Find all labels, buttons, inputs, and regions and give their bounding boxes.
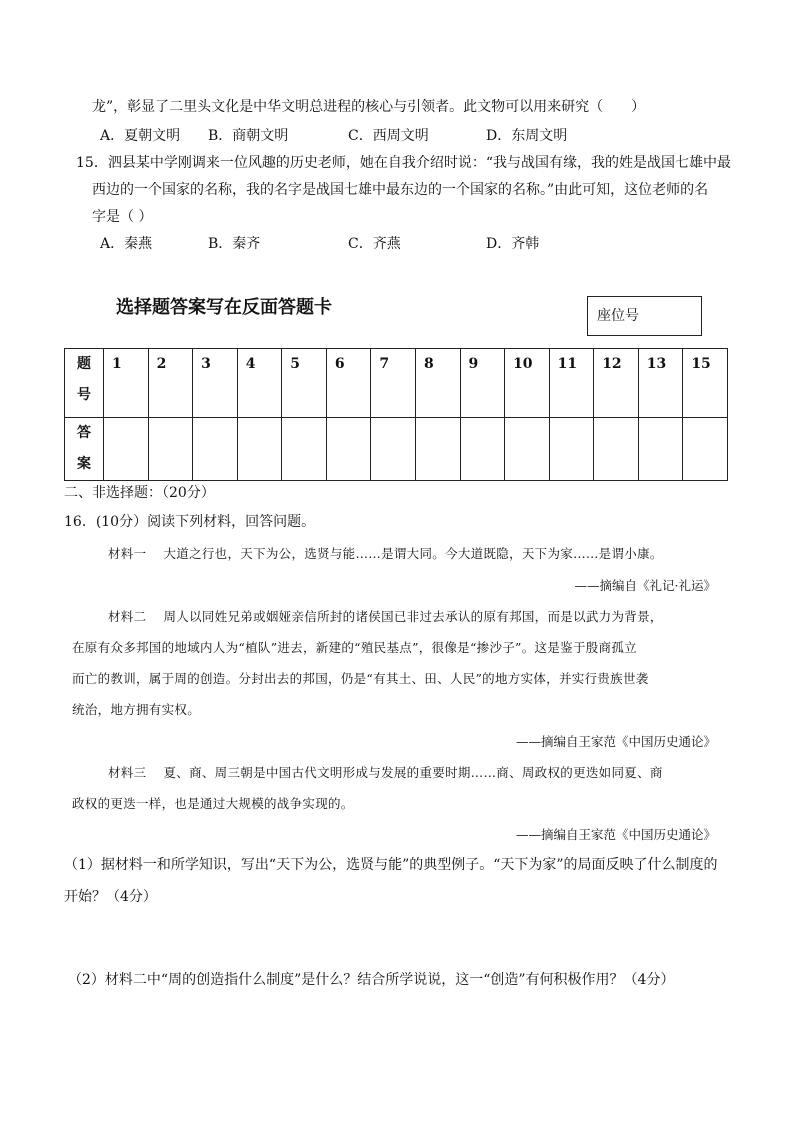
question-number-cell: 2 (148, 349, 193, 418)
question-number-cell: 8 (415, 349, 460, 418)
q15-option-a: A．秦燕 (100, 236, 153, 252)
material-two-line4: 统治，地方拥有实权。 (72, 702, 201, 717)
seat-number-label: 座位号 (597, 308, 639, 324)
q15-stem-line2: 西边的一个国家的名称，我的名字是战国七雄中最东边的一个国家的名称。”由此可知，这位老师的名 (92, 182, 709, 198)
material-two-source: ——摘编自王家范《中国历史通论》 (515, 734, 716, 749)
material-three-line2: 政权的更迭一样，也是通过大规模的战争实现的。 (72, 796, 354, 811)
q14-option-a: A．夏朝文明 (100, 128, 181, 144)
question-number-cell: 6 (326, 349, 371, 418)
question-number-cell: 7 (371, 349, 416, 418)
answer-cell[interactable] (594, 418, 639, 481)
row-header-question-number: 题 号 (65, 349, 104, 418)
seat-number-box[interactable] (587, 296, 702, 336)
material-two-line3: 而亡的教训，属于周的创造。分封出去的邦国，仍是“有其土、田、人民”的地方实体，并实行贵族世袭 (72, 671, 649, 686)
answer-cell[interactable] (549, 418, 594, 481)
answer-cell[interactable] (460, 418, 505, 481)
answer-row (65, 418, 728, 481)
material-two-line2: 在原有众多邦国的地域内人为“植队”进去，新建的“殖民基点”，很像是“掺沙子”。这是鉴于殷商孤立 (72, 640, 637, 655)
question-number-cell: 12 (594, 349, 639, 418)
answer-cell[interactable] (237, 418, 282, 481)
material-three-line1: 材料三 夏、商、周三朝是中国古代文明形成与发展的重要时期……商、周政权的更迭如同夏、商 (108, 765, 663, 780)
question-number-cell: 10 (505, 349, 550, 418)
question-number-cell: 1 (104, 349, 149, 418)
question-number-cell: 11 (549, 349, 594, 418)
answer-cell[interactable] (282, 418, 327, 481)
q15-option-c: C．齐燕 (348, 236, 401, 252)
material-one-source: ——摘编自《礼记·礼运》 (574, 578, 716, 593)
q16-sub1-line2: 开始？（4分） (64, 889, 157, 905)
question-number-row (65, 349, 728, 418)
answer-cell[interactable] (148, 418, 193, 481)
row-header-answer: 答 案 (65, 418, 104, 481)
question-number-cell: 3 (193, 349, 238, 418)
question-number-cell: 5 (282, 349, 327, 418)
answer-cell[interactable] (104, 418, 149, 481)
answer-cell[interactable] (326, 418, 371, 481)
q15-option-d: D．齐韩 (486, 236, 540, 252)
q14-stem-tail: 龙”，彰显了二里头文化是中华文明总进程的核心与引领者。此文物可以用来研究（ ） (92, 99, 646, 115)
q14-option-c: C．西周文明 (348, 128, 429, 144)
answer-cell[interactable] (415, 418, 460, 481)
q15-option-b: B．秦齐 (208, 236, 261, 252)
q14-option-d: D．东周文明 (486, 128, 568, 144)
answer-cell[interactable] (683, 418, 728, 481)
material-two-line1: 材料二 周人以同姓兄弟或姻娅亲信所封的诸侯国已非过去承认的原有邦国，而是以武力为背景， (108, 609, 663, 624)
material-three-source: ——摘编自王家范《中国历史通论》 (515, 827, 716, 842)
q15-stem-line3: 字是（ ） (92, 209, 153, 225)
q15-stem-line1: 15．泗县某中学刚调来一位风趣的历史老师，她在自我介绍时说：“我与战国有缘，我的姓是战国七雄中最 (76, 155, 731, 171)
question-number-cell: 15 (683, 349, 728, 418)
q14-option-b: B．商朝文明 (208, 128, 289, 144)
q16-sub2: （2）材料二中“周的创造指什么制度”是什么？结合所学说说，这一“创造”有何积极作用？（4分） (68, 972, 675, 988)
question-number-cell: 13 (638, 349, 683, 418)
answer-cell[interactable] (638, 418, 683, 481)
q16-stem: 16．(10分）阅读下列材料，回答问题。 (64, 514, 316, 530)
material-one-text: 材料一 大道之行也，天下为公，选贤与能……是谓大同。今大道既隐，天下为家……是谓小康。 (108, 546, 663, 561)
answer-cell[interactable] (193, 418, 238, 481)
answer-cell[interactable] (505, 418, 550, 481)
q16-sub1-line1: （1）据材料一和所学知识，写出“天下为公，选贤与能”的典型例子。“天下为家”的局面反映了什么制度的 (64, 857, 718, 873)
answer-cell[interactable] (371, 418, 416, 481)
question-number-cell: 9 (460, 349, 505, 418)
question-number-cell: 4 (237, 349, 282, 418)
answer-sheet-title: 选择题答案写在反面答题卡 (116, 297, 332, 318)
answer-grid (64, 348, 728, 481)
part-two-heading: 二、非选择题：（20分） (64, 485, 215, 501)
